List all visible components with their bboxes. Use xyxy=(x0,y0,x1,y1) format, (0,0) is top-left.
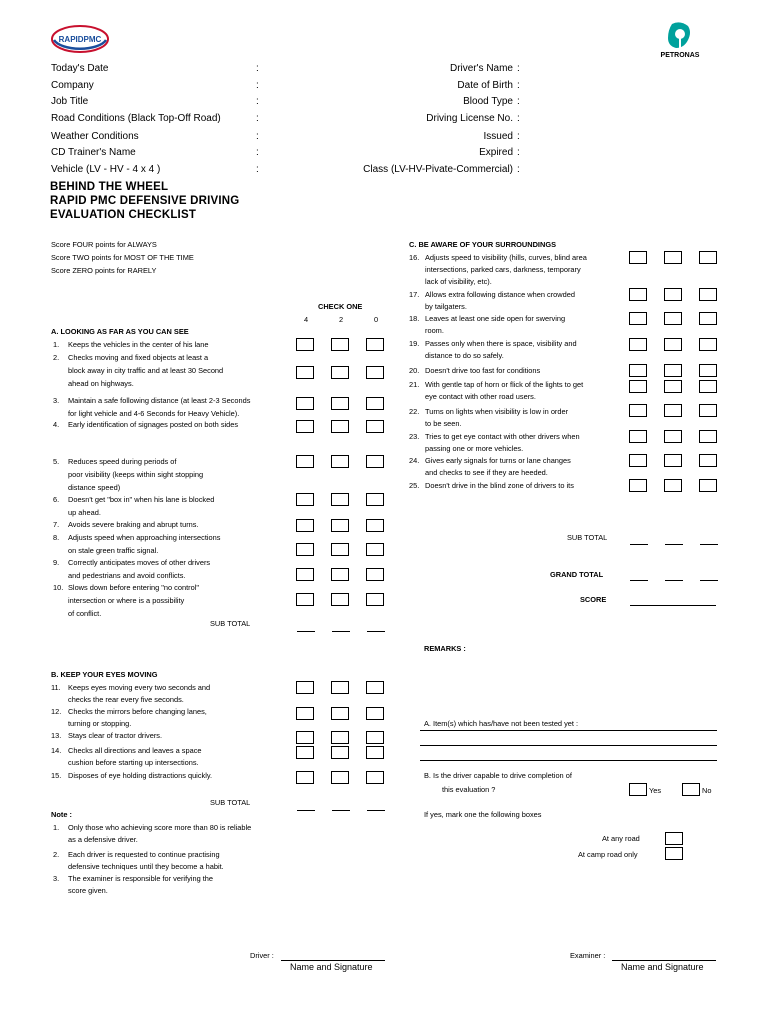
score-checkbox[interactable] xyxy=(629,404,647,417)
subtotal-blank[interactable] xyxy=(332,631,350,632)
score-checkbox[interactable] xyxy=(629,430,647,443)
score-rarely: Score ZERO points for RARELY xyxy=(51,266,157,275)
item-text: as a defensive driver. xyxy=(68,835,138,844)
item-text: of conflict. xyxy=(68,609,102,618)
field-label: Driving License No. xyxy=(426,113,513,124)
score-checkbox[interactable] xyxy=(296,593,314,606)
subtotal-blank[interactable] xyxy=(630,580,648,581)
item-text: Allows extra following distance when crowded xyxy=(425,290,575,299)
driver-name-signature: Name and Signature xyxy=(290,962,373,972)
item-number: 16. xyxy=(409,253,420,262)
item-text: Keeps the vehicles in the center of his lane xyxy=(68,340,209,349)
field-colon: : xyxy=(256,96,259,107)
score-checkbox[interactable] xyxy=(699,338,717,351)
check-one-label: CHECK ONE xyxy=(318,302,363,311)
item-text: turning or stopping. xyxy=(68,719,132,728)
field-colon: : xyxy=(517,131,520,142)
score-checkbox[interactable] xyxy=(331,707,349,720)
partner-name: PETRONAS xyxy=(660,52,700,59)
remarks-line-3[interactable] xyxy=(420,760,717,761)
item-text: eye contact with other road users. xyxy=(425,392,536,401)
driver-signature-line[interactable] xyxy=(281,960,385,961)
score-checkbox[interactable] xyxy=(699,454,717,467)
field-colon: : xyxy=(256,80,259,91)
score-checkbox[interactable] xyxy=(296,420,314,433)
score-checkbox[interactable] xyxy=(296,681,314,694)
item-text: Doesn't get "box in" when his lane is blocked xyxy=(68,495,215,504)
item-text: for light vehicle and 4-6 Seconds for Heavy Vehicle). xyxy=(68,409,240,418)
score-checkbox[interactable] xyxy=(699,312,717,325)
subtotal-blank[interactable] xyxy=(367,631,385,632)
no-label: No xyxy=(702,786,712,795)
item-text: Each driver is requested to continue practising xyxy=(68,850,220,859)
score-checkbox[interactable] xyxy=(366,366,384,379)
section-c-heading: C. BE AWARE OF YOUR SURROUNDINGS xyxy=(409,240,557,249)
score-checkbox[interactable] xyxy=(629,338,647,351)
item-text: Adjusts speed to visibility (hills, curves, blind area xyxy=(425,253,587,262)
subtotal-blank[interactable] xyxy=(297,810,315,811)
item-number: 7. xyxy=(53,520,60,529)
score-checkbox[interactable] xyxy=(296,338,314,351)
field-label: Today's Date xyxy=(51,63,109,74)
item-text: Maintain a safe following distance (at least 2-3 Seconds xyxy=(68,396,251,405)
score-checkbox[interactable] xyxy=(331,593,349,606)
title-line1: BEHIND THE WHEEL xyxy=(50,181,169,193)
field-colon: : xyxy=(256,63,259,74)
field-label: Date of Birth xyxy=(457,80,513,91)
camp-road-checkbox[interactable] xyxy=(665,847,683,860)
remarks-line-1[interactable] xyxy=(420,730,717,731)
field-colon: : xyxy=(517,96,520,107)
item-text: Leaves at least one side open for swerving xyxy=(425,314,566,323)
item-text: and checks to see if they are heeded. xyxy=(425,468,548,477)
score-checkbox[interactable] xyxy=(664,479,682,492)
remarks-item-b1: B. Is the driver capable to drive completion of xyxy=(424,771,572,780)
petronas-logo xyxy=(654,20,706,62)
score-checkbox[interactable] xyxy=(296,397,314,410)
item-text: Gives early signals for turns or lane changes xyxy=(425,456,571,465)
item-text: Stays clear of tractor drivers. xyxy=(68,731,163,740)
item-text: and pedestrians and avoid conflicts. xyxy=(68,571,186,580)
field-colon: : xyxy=(256,147,259,158)
camp-road-label: At camp road only xyxy=(578,850,638,859)
item-number: 25. xyxy=(409,481,420,490)
section-c-subtotal: SUB TOTAL xyxy=(567,533,608,542)
item-text: poor visibility (keeps within sight stopping xyxy=(68,470,204,479)
item-number: 3. xyxy=(53,874,60,883)
score-checkbox[interactable] xyxy=(331,568,349,581)
score-checkbox[interactable] xyxy=(664,430,682,443)
score-checkbox[interactable] xyxy=(296,366,314,379)
any-road-label: At any road xyxy=(602,834,640,843)
examiner-label: Examiner : xyxy=(570,951,606,960)
item-text: distance to do so safely. xyxy=(425,351,504,360)
item-number: 10. xyxy=(53,583,64,592)
item-text: cushion before starting up intersections. xyxy=(68,758,199,767)
score-checkbox[interactable] xyxy=(629,454,647,467)
score-checkbox[interactable] xyxy=(664,288,682,301)
item-text: Turns on lights when visibility is low in order xyxy=(425,407,569,416)
score-checkbox[interactable] xyxy=(366,593,384,606)
score-always: Score FOUR points for ALWAYS xyxy=(51,240,157,249)
score-checkbox[interactable] xyxy=(699,380,717,393)
examiner-name-signature: Name and Signature xyxy=(621,962,704,972)
examiner-signature-line[interactable] xyxy=(612,960,716,961)
item-text: Checks moving and fixed objects at least a xyxy=(68,353,209,362)
field-colon: : xyxy=(517,164,520,175)
score-checkbox[interactable] xyxy=(331,543,349,556)
item-number: 21. xyxy=(409,380,420,389)
item-number: 19. xyxy=(409,339,420,348)
field-colon: : xyxy=(517,63,520,74)
item-text: Checks all directions and leaves a space xyxy=(68,746,202,755)
score-checkbox[interactable] xyxy=(629,479,647,492)
item-text: ahead on highways. xyxy=(68,379,134,388)
driver-label: Driver : xyxy=(250,951,274,960)
item-text: to be seen. xyxy=(425,419,462,428)
score-line[interactable] xyxy=(630,605,716,606)
field-label: CD Trainer's Name xyxy=(51,147,136,158)
score-checkbox[interactable] xyxy=(699,251,717,264)
score-checkbox[interactable] xyxy=(366,746,384,759)
remarks-item-b2: this evaluation ? xyxy=(442,785,496,794)
score-checkbox[interactable] xyxy=(331,731,349,744)
item-text: Passes only when there is space, visibility and xyxy=(425,339,577,348)
item-text: defensive techniques until they become a habit. xyxy=(68,862,224,871)
item-text: With gentle tap of horn or flick of the lights to get xyxy=(425,380,584,389)
score-checkbox[interactable] xyxy=(296,731,314,744)
item-text: Adjusts speed when approaching intersections xyxy=(68,533,221,542)
item-text: Reduces speed during periods of xyxy=(68,457,177,466)
score-checkbox[interactable] xyxy=(331,338,349,351)
item-number: 18. xyxy=(409,314,420,323)
score-most: Score TWO points for MOST OF THE TIME xyxy=(51,253,194,262)
subtotal-blank[interactable] xyxy=(332,810,350,811)
item-text: Correctly anticipates moves of other drivers xyxy=(68,558,211,567)
item-number: 11. xyxy=(51,683,61,692)
score-checkbox[interactable] xyxy=(296,746,314,759)
item-text: Slows down before entering "no control" xyxy=(68,583,199,592)
score-checkbox[interactable] xyxy=(664,251,682,264)
field-label: Driver's Name xyxy=(449,63,513,74)
field-label: Job Title xyxy=(51,96,89,107)
field-label: Road Conditions (Black Top-Off Road) xyxy=(51,113,221,124)
col-4: 4 xyxy=(304,315,309,324)
item-number: 9. xyxy=(53,558,60,567)
item-text: score given. xyxy=(68,886,108,895)
section-a-heading: A. LOOKING AS FAR AS YOU CAN SEE xyxy=(51,327,189,336)
item-number: 22. xyxy=(409,407,420,416)
subtotal-blank[interactable] xyxy=(665,544,683,545)
item-text: intersection or where is a possibility xyxy=(68,596,185,605)
field-label: Weather Conditions xyxy=(51,131,139,142)
score-checkbox[interactable] xyxy=(366,397,384,410)
score-checkbox[interactable] xyxy=(699,430,717,443)
subtotal-blank[interactable] xyxy=(700,544,718,545)
score-checkbox[interactable] xyxy=(699,479,717,492)
field-colon: : xyxy=(256,131,259,142)
title-line3: EVALUATION CHECKLIST xyxy=(50,209,197,221)
score-checkbox[interactable] xyxy=(296,771,314,784)
score-checkbox[interactable] xyxy=(331,746,349,759)
field-label: Blood Type xyxy=(463,96,513,107)
score-checkbox[interactable] xyxy=(664,338,682,351)
yes-checkbox[interactable] xyxy=(629,783,647,796)
score-checkbox[interactable] xyxy=(699,288,717,301)
item-text: Avoids severe braking and abrupt turns. xyxy=(68,520,199,529)
item-text: checks the rear every five seconds. xyxy=(68,695,184,704)
remarks-line-2[interactable] xyxy=(420,745,717,746)
remarks-label: REMARKS : xyxy=(424,644,466,653)
item-number: 13. xyxy=(51,731,62,740)
petronas-emblem-icon xyxy=(654,20,706,52)
item-text: Tries to get eye contact with other drivers when xyxy=(425,432,580,441)
item-text: block away in city traffic and at least 30 Second xyxy=(68,366,224,375)
rapidpmc-logo xyxy=(50,24,110,54)
score-checkbox[interactable] xyxy=(629,288,647,301)
score-checkbox[interactable] xyxy=(366,568,384,581)
score-checkbox[interactable] xyxy=(664,312,682,325)
item-text: Checks the mirrors before changing lanes, xyxy=(68,707,207,716)
item-text: Doesn't drive too fast for conditions xyxy=(425,366,541,375)
score-checkbox[interactable] xyxy=(331,493,349,506)
score-checkbox[interactable] xyxy=(366,731,384,744)
score-checkbox[interactable] xyxy=(366,681,384,694)
item-text: lack of visibility, etc). xyxy=(425,277,492,286)
score-checkbox[interactable] xyxy=(629,380,647,393)
item-text: The examiner is responsible for verifying the xyxy=(68,874,214,883)
col-2: 2 xyxy=(339,315,344,324)
score-label: SCORE xyxy=(580,595,607,604)
subtotal-blank[interactable] xyxy=(700,580,718,581)
score-checkbox[interactable] xyxy=(366,707,384,720)
item-text: intersections, parked cars, darkness, temporary xyxy=(425,265,581,274)
item-number: 15. xyxy=(51,771,62,780)
score-checkbox[interactable] xyxy=(664,380,682,393)
score-checkbox[interactable] xyxy=(629,364,647,377)
field-colon: : xyxy=(517,80,520,91)
field-colon: : xyxy=(517,147,520,158)
no-checkbox[interactable] xyxy=(682,783,700,796)
item-number: 6. xyxy=(53,495,60,504)
item-number: 2. xyxy=(53,353,60,362)
notes-heading: Note : xyxy=(51,810,72,819)
remarks-item-a: A. Item(s) which has/have not been tested yet : xyxy=(424,719,579,728)
section-b-subtotal: SUB TOTAL xyxy=(210,798,251,807)
score-checkbox[interactable] xyxy=(664,454,682,467)
subtotal-blank[interactable] xyxy=(367,810,385,811)
yes-label: Yes xyxy=(649,786,662,795)
section-b-heading: B. KEEP YOUR EYES MOVING xyxy=(51,670,158,679)
item-number: 4. xyxy=(53,420,60,429)
subtotal-blank[interactable] xyxy=(297,631,315,632)
item-number: 8. xyxy=(53,533,60,542)
item-number: 20. xyxy=(409,366,420,375)
grand-total-label: GRAND TOTAL xyxy=(550,570,604,579)
score-checkbox[interactable] xyxy=(331,681,349,694)
any-road-checkbox[interactable] xyxy=(665,832,683,845)
score-checkbox[interactable] xyxy=(296,568,314,581)
score-checkbox[interactable] xyxy=(366,420,384,433)
col-0: 0 xyxy=(374,315,379,324)
score-checkbox[interactable] xyxy=(296,455,314,468)
item-number: 12. xyxy=(51,707,62,716)
score-checkbox[interactable] xyxy=(629,251,647,264)
score-checkbox[interactable] xyxy=(629,312,647,325)
item-text: up ahead. xyxy=(68,508,101,517)
item-text: by tailgaters. xyxy=(425,302,467,311)
item-text: Doesn't drive in the blind zone of drivers to its xyxy=(425,481,574,490)
score-checkbox[interactable] xyxy=(331,397,349,410)
subtotal-blank[interactable] xyxy=(630,544,648,545)
item-number: 17. xyxy=(409,290,420,299)
field-label: Issued xyxy=(483,131,513,142)
section-a-subtotal: SUB TOTAL xyxy=(210,619,251,628)
score-checkbox[interactable] xyxy=(366,455,384,468)
score-checkbox[interactable] xyxy=(664,404,682,417)
score-checkbox[interactable] xyxy=(699,364,717,377)
if-yes-label: If yes, mark one the following boxes xyxy=(424,810,542,819)
field-label: Class (LV-HV-Pivate-Commercial) xyxy=(363,164,513,175)
score-checkbox[interactable] xyxy=(366,338,384,351)
score-checkbox[interactable] xyxy=(296,707,314,720)
item-text: Keeps eyes moving every two seconds and xyxy=(68,683,211,692)
item-text: room. xyxy=(425,326,444,335)
score-checkbox[interactable] xyxy=(664,364,682,377)
score-checkbox[interactable] xyxy=(331,519,349,532)
item-text: Only those who achieving score more than 80 is reliable xyxy=(68,823,252,832)
score-checkbox[interactable] xyxy=(366,519,384,532)
item-number: 14. xyxy=(51,746,62,755)
item-text: Early identification of signages posted on both sides xyxy=(68,420,239,429)
item-number: 2. xyxy=(53,850,60,859)
score-checkbox[interactable] xyxy=(699,404,717,417)
field-colon: : xyxy=(256,113,259,124)
score-checkbox[interactable] xyxy=(366,543,384,556)
item-number: 23. xyxy=(409,432,420,441)
field-colon: : xyxy=(256,164,259,175)
score-checkbox[interactable] xyxy=(296,543,314,556)
item-number: 24. xyxy=(409,456,420,465)
score-checkbox[interactable] xyxy=(331,366,349,379)
item-text: passing one or more vehicles. xyxy=(425,444,524,453)
item-text: on stale green traffic signal. xyxy=(68,546,159,555)
score-checkbox[interactable] xyxy=(296,519,314,532)
score-checkbox[interactable] xyxy=(366,493,384,506)
field-label: Company xyxy=(51,80,94,91)
item-number: 1. xyxy=(53,340,60,349)
item-text: distance speed) xyxy=(68,483,121,492)
title-line2: RAPID PMC DEFENSIVE DRIVING xyxy=(50,195,240,207)
item-number: 1. xyxy=(53,823,60,832)
item-text: Disposes of eye holding distractions quickly. xyxy=(68,771,213,780)
field-label: Expired xyxy=(479,147,513,158)
item-number: 3. xyxy=(53,396,60,405)
score-checkbox[interactable] xyxy=(296,493,314,506)
score-checkbox[interactable] xyxy=(366,771,384,784)
score-checkbox[interactable] xyxy=(331,420,349,433)
item-number: 5. xyxy=(53,457,60,466)
score-checkbox[interactable] xyxy=(331,455,349,468)
subtotal-blank[interactable] xyxy=(665,580,683,581)
field-colon: : xyxy=(517,113,520,124)
score-checkbox[interactable] xyxy=(331,771,349,784)
field-label: Vehicle (LV - HV - 4 x 4 ) xyxy=(51,164,161,175)
logo-text: RAPIDPMC xyxy=(58,35,102,44)
